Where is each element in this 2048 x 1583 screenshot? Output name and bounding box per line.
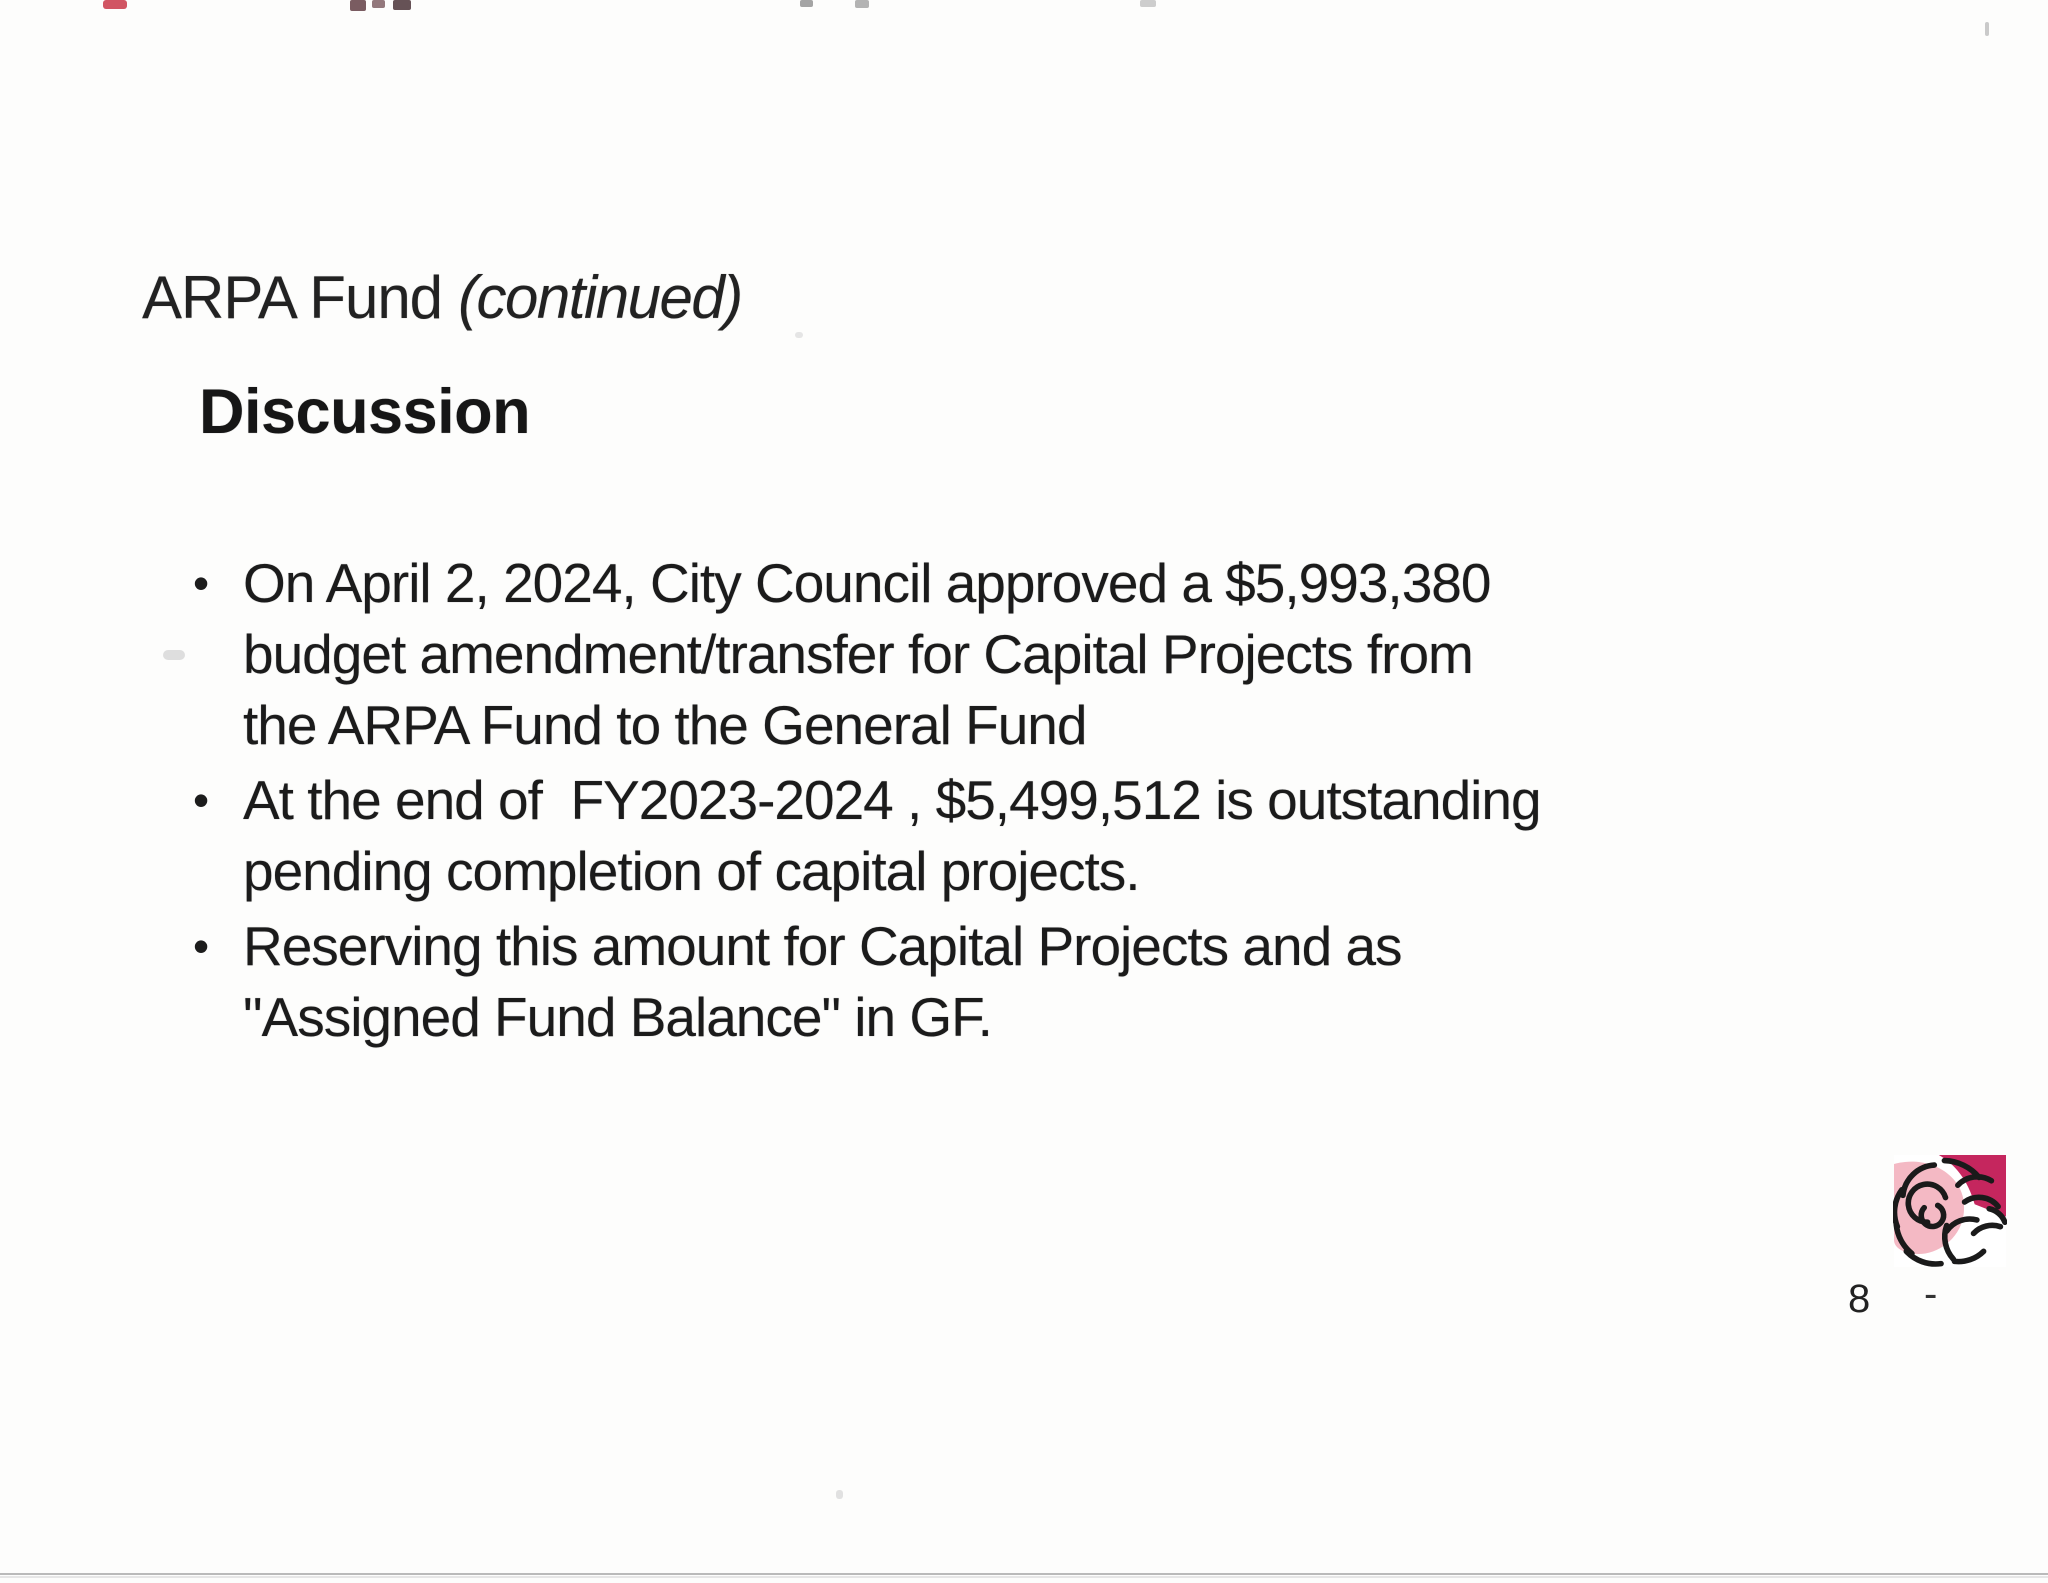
- bullet-icon: •: [193, 557, 210, 609]
- scan-mark: [855, 0, 869, 8]
- scan-mark: [372, 0, 385, 8]
- bullet-text: [243, 911, 1402, 1053]
- bullet-list: [193, 548, 1753, 1057]
- slide-title-text: ARPA Fund: [142, 264, 443, 331]
- bullet-line: On April 2, 2024, City Council approved a $5,993,380: [243, 552, 1491, 614]
- bullet-line: pending completion of capital projects.: [243, 840, 1140, 902]
- bullet-line: "Assigned Fund Balance" in GF.: [243, 986, 992, 1048]
- bullet-item: [193, 548, 1753, 761]
- bullet-line: At the end of FY2023-2024 , $5,499,512 is outstanding: [243, 769, 1541, 831]
- bullet-text: [243, 548, 1490, 761]
- bullet-line: Reserving this amount for Capital Projects and as: [243, 915, 1402, 977]
- section-heading: Discussion: [199, 377, 531, 447]
- bullet-item: [193, 765, 1753, 907]
- bullet-icon: •: [193, 774, 210, 826]
- scan-mark: [0, 1576, 2048, 1578]
- scan-mark: [393, 0, 411, 10]
- scan-mark: [350, 0, 366, 11]
- scan-mark: [795, 332, 803, 338]
- slide-title: [142, 263, 742, 332]
- scan-mark: [103, 0, 127, 9]
- scan-mark: [836, 1490, 843, 1499]
- bullet-line: budget amendment/transfer for Capital Projects from: [243, 623, 1473, 685]
- page-number-dash: -: [1924, 1272, 1938, 1316]
- bullet-item: [193, 911, 1753, 1053]
- scan-mark: [0, 1573, 2048, 1575]
- slide-title-continued: (continued): [458, 264, 742, 331]
- page-number: 8: [1848, 1277, 1871, 1321]
- scan-mark: [1140, 0, 1156, 7]
- bullet-icon: •: [193, 920, 210, 972]
- rose-logo: [1893, 1155, 2007, 1267]
- scan-mark: [163, 650, 185, 660]
- scan-mark: [800, 0, 813, 7]
- scan-mark: [1985, 22, 1989, 36]
- bullet-line: the ARPA Fund to the General Fund: [243, 694, 1087, 756]
- bullet-text: [243, 765, 1541, 907]
- rose-logo-graphic: [1893, 1155, 2007, 1267]
